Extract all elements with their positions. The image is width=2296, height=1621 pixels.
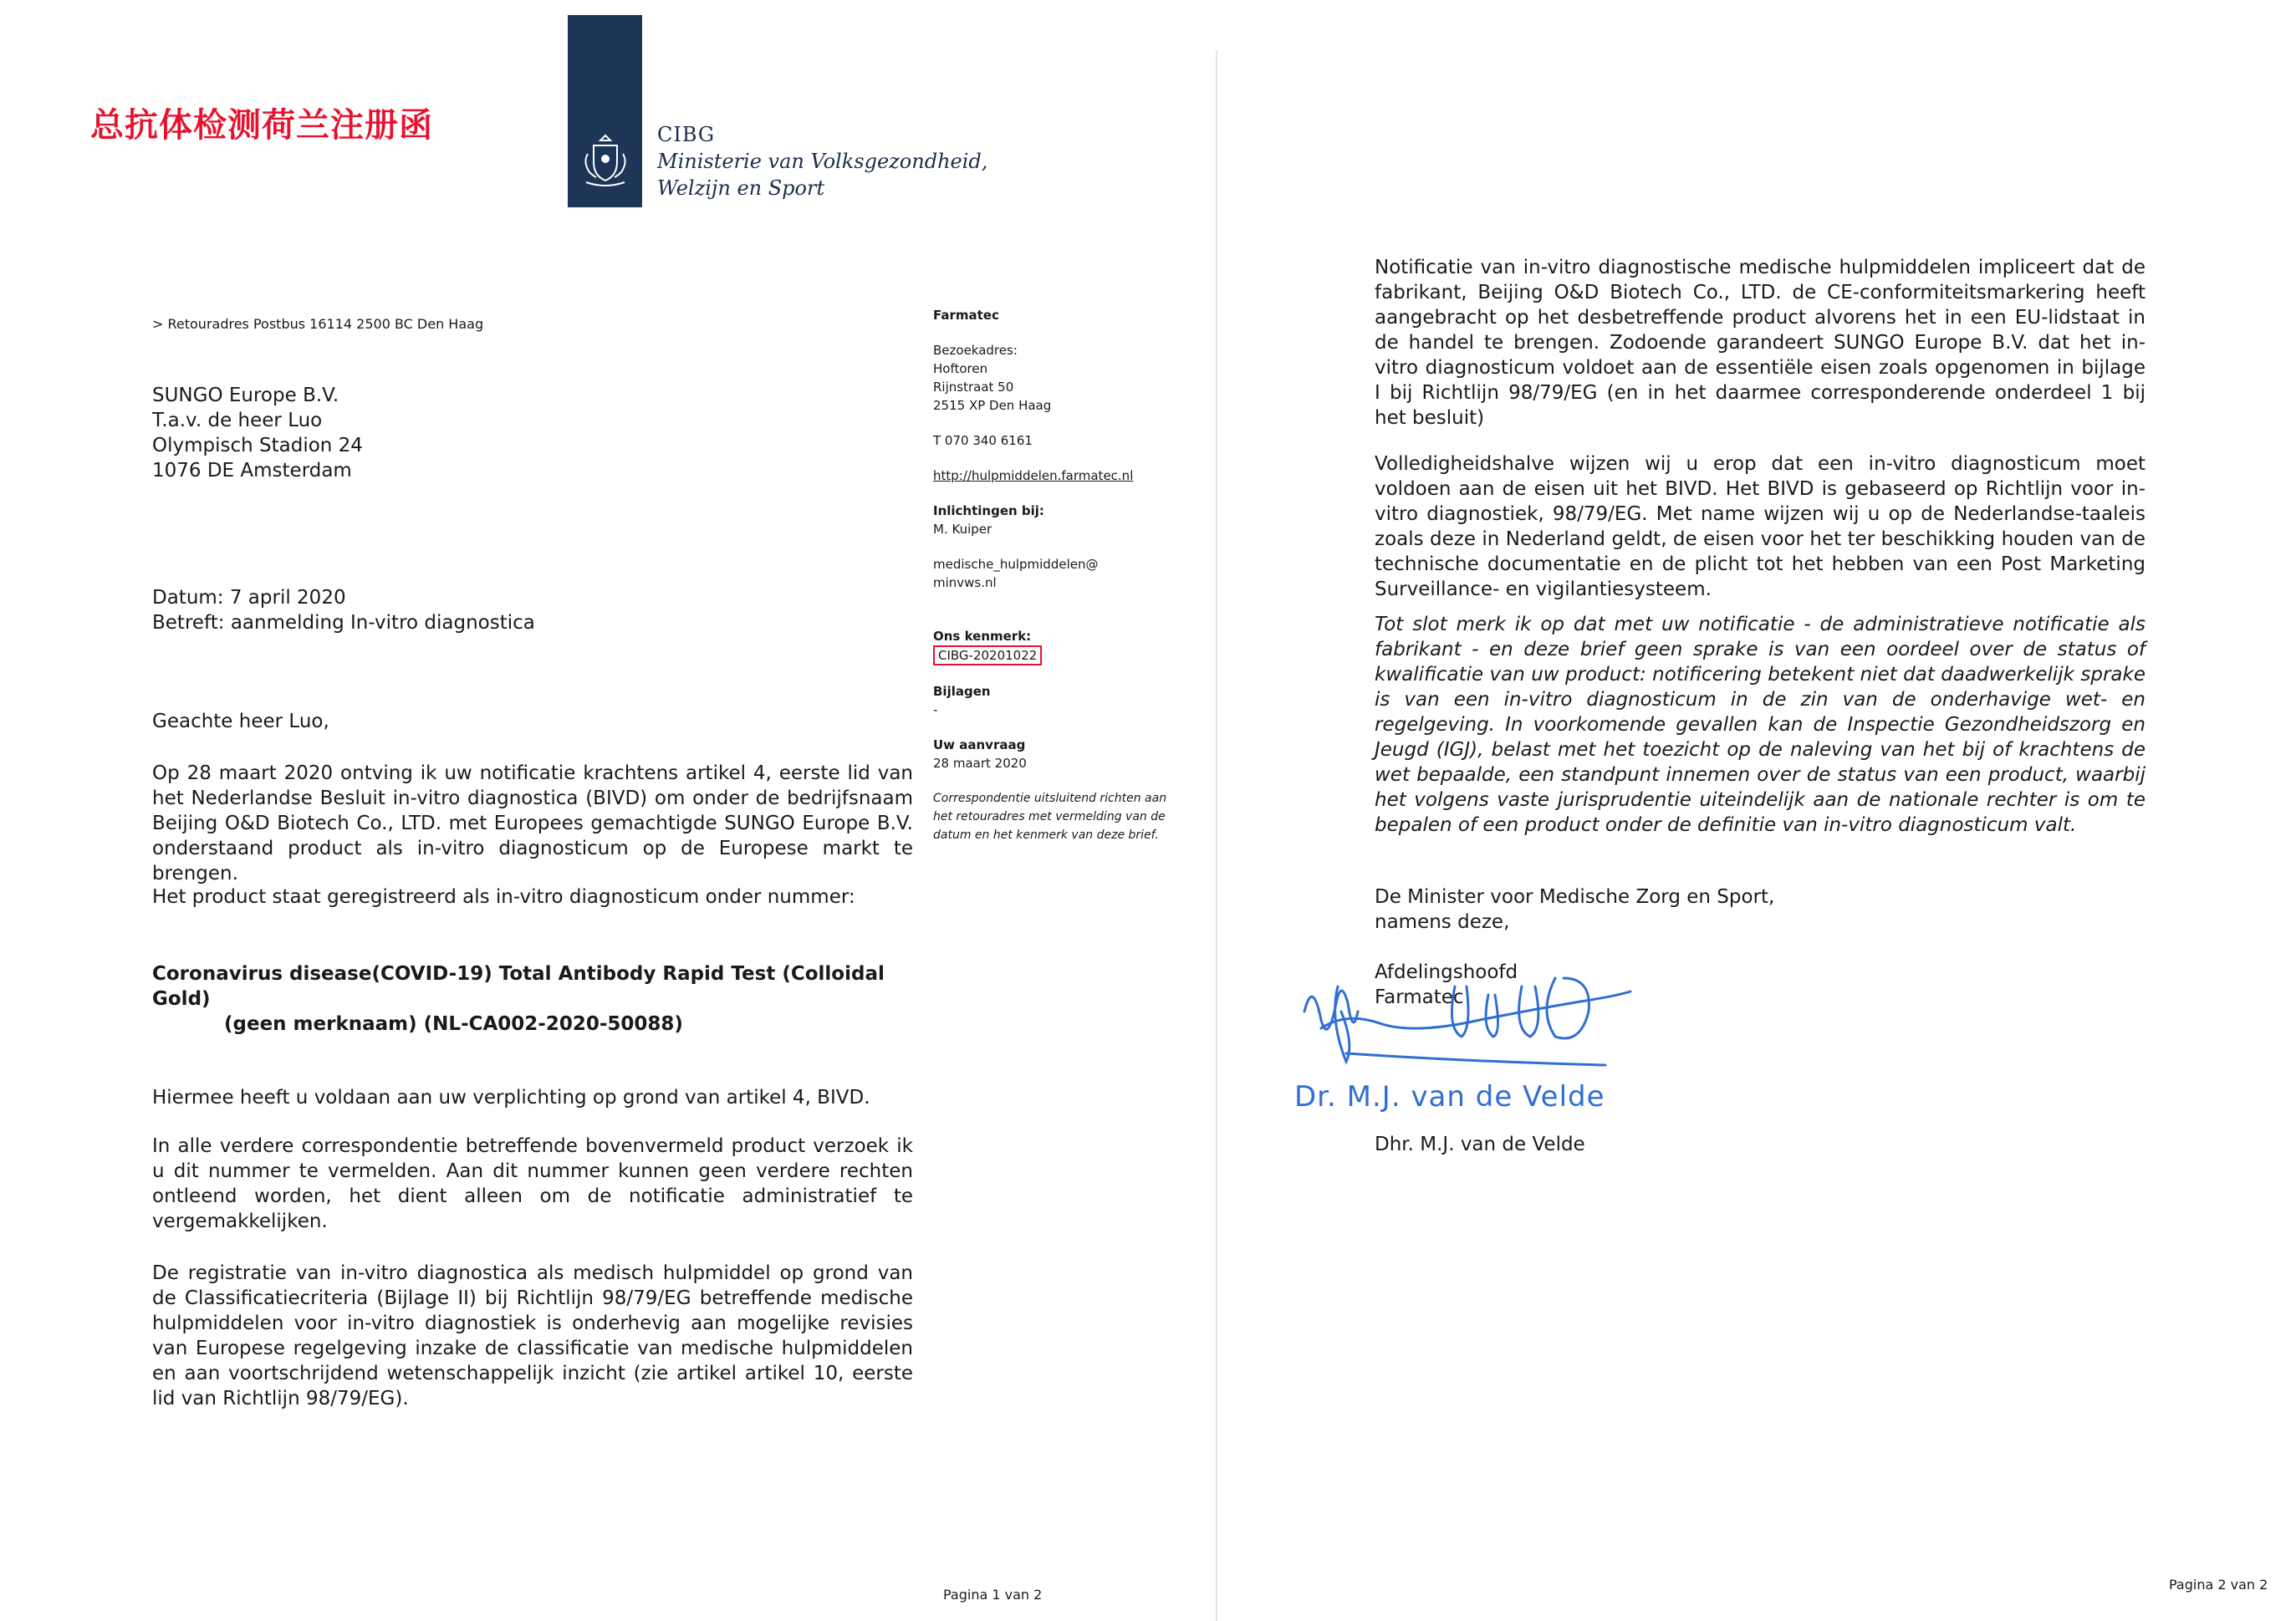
paragraph-disclaimer: Tot slot merk ik op dat met uw notificatie - de administratieve notificatie als fabrikant - en deze brief geen sprake is van een oordeel over de status of kwalificatie van uw product: notificering betekent niet dat daadwerkelijk sprake is van een in-vitro diagnosticum in de zin van de onderhavige wet- en regelgeving. In voorkomende gevallen kan de Inspectie Gezondheidszorg en Jeugd (IGJ), belast met het toezicht op de naleving van het bij of krachtens de wet bepaalde, een standpunt innemen over de status van een product, waarbij het volgens vaste jurisprudentie uiteindelijk aan de nationale rechter is om te bepalen of een product onder de definitie van in-vitro diagnosticum valt. <box>1375 614 2145 836</box>
signature-stamp: Dr. M.J. van de Velde <box>1294 1080 1605 1114</box>
visit-address-label: Bezoekadres: <box>933 343 1018 358</box>
email-line-2[interactable]: minvws.nl <box>933 575 997 590</box>
paragraph-correspondence: In alle verdere correspondentie betreffende bovenvermeld product verzoek ik u dit nummer te vermelden. Aan dit nummer kunnen geen verdere rechten ontleend worden, het dient alleen om de notificatie administratief te vergemakkelijken. <box>152 1135 913 1232</box>
ministry-line-2: Welzijn en Sport <box>657 176 825 200</box>
paragraph-ce-marking: Notificatie van in-vitro diagnostische medische hulpmiddelen impliceert dat de fabrikant, Beijing O&D Biotech Co., LTD. de CE-conformiteitsmarkering heeft aangebracht op het desbetreffende product alvorens het in een EU-lidstaat in de handel te brengen. Zodoende garandeert SUNGO Europe B.V. dat het in-vitro diagnosticum voldoet aan de essentiële eisen zoals opgenomen in bijlage I bij Richtlijn 98/79/EG (en in het daarmee corresponderende onderdeel 1 bij het besluit) <box>1375 257 2145 429</box>
phone-number: T 070 340 6161 <box>933 433 1033 448</box>
reference-number-box: CIBG-20201022 <box>933 645 1042 665</box>
product-name <box>152 961 921 1037</box>
return-address: > Retouradres Postbus 16114 2500 BC Den Haag <box>152 316 484 332</box>
recipient-address <box>152 383 363 483</box>
org-name: CIBG <box>657 123 716 146</box>
reference-label: Ons kenmerk: <box>933 629 1032 644</box>
recipient-line: Olympisch Stadion 24 <box>152 435 363 456</box>
recipient-line: 1076 DE Amsterdam <box>152 460 352 482</box>
attachments-value: - <box>933 702 938 717</box>
product-number: (geen merknaam) (NL-CA002-2020-50088) <box>224 1013 683 1035</box>
closing <box>1375 884 1774 935</box>
sidebar-org-name: Farmatec <box>933 308 999 323</box>
request-date: 28 maart 2020 <box>933 756 1027 771</box>
request-label: Uw aanvraag <box>933 737 1026 752</box>
correspondence-note: Correspondentie uitsluitend richten aan het retouradres met vermelding van de datum en het kenmerk van deze brief. <box>933 792 1167 842</box>
recipient-line: T.a.v. de heer Luo <box>152 410 323 431</box>
closing-line-2: namens deze, <box>1375 911 1510 933</box>
product-title: Coronavirus disease(COVID-19) Total Antibody Rapid Test (Colloidal Gold) <box>152 963 885 1010</box>
info-label: Inlichtingen bij: <box>933 503 1044 518</box>
visit-address-line: Rijnstraat 50 <box>933 380 1014 395</box>
chinese-title: 总抗体检测荷兰注册函 <box>90 106 433 145</box>
ministry-line-1: Ministerie van Volksgezondheid, <box>657 150 988 173</box>
date-subject <box>152 585 535 635</box>
recipient-line: SUNGO Europe B.V. <box>152 385 339 406</box>
page-footer-2: Pagina 2 van 2 <box>2169 1577 2268 1593</box>
email-line-1[interactable]: medische_hulpmiddelen@ <box>933 557 1099 572</box>
page-footer-1: Pagina 1 van 2 <box>943 1587 1043 1603</box>
paragraph-registration: Het product staat geregistreerd als in-vitro diagnosticum onder nummer: <box>152 886 855 908</box>
page-divider <box>1216 50 1217 1621</box>
salutation: Geachte heer Luo, <box>152 711 329 732</box>
website-link[interactable]: http://hulpmiddelen.farmatec.nl <box>933 468 1134 483</box>
crest-icon <box>579 130 631 189</box>
paragraph-classification: De registratie van in-vitro diagnostica als medisch hulpmiddel op grond van de Classificatiecriteria (Bijlage II) bij Richtlijn 98/79/EG betreffende medische hulpmiddelen voor in-vitro diagnostiek is onderhevig aan mogelijke revisies van Europese regelgeving inzake de classificatie van medische hulpmiddelen en aan voortschrijdend wetenschappelijk inzicht (zie artikel artikel 10, eerste lid van Richtlijn 98/79/EG). <box>152 1262 913 1409</box>
subject-line: Betreft: aanmelding In-vitro diagnostica <box>152 612 535 634</box>
visit-address-line: 2515 XP Den Haag <box>933 398 1052 413</box>
contact-name: M. Kuiper <box>933 522 992 537</box>
visit-address-line: Hoftoren <box>933 361 988 376</box>
ministry-logo-text <box>657 121 987 201</box>
paragraph-obligation: Hiermee heeft u voldaan aan uw verplichting op grond van artikel 4, BIVD. <box>152 1087 870 1109</box>
date-line: Datum: 7 april 2020 <box>152 587 346 609</box>
paragraph-notification: Op 28 maart 2020 ontving ik uw notificatie krachtens artikel 4, eerste lid van het Nederlandse Besluit in-vitro diagnostica (BIVD) om onder de bedrijfsnaam Beijing O&D Biotech Co., LTD. met Europees gemachtigde SUNGO Europe B.V. onderstaand product als in-vitro diagnosticum op de Europese markt te brengen. <box>152 762 913 884</box>
signatory-title-line-2: Farmatec <box>1375 986 1464 1008</box>
handwritten-signature <box>1288 953 1672 1070</box>
attachments-label: Bijlagen <box>933 684 991 699</box>
sidebar-info <box>933 306 1167 844</box>
typed-signatory-name: Dhr. M.J. van de Velde <box>1375 1134 1585 1155</box>
paragraph-bivd-requirements: Volledigheidshalve wijzen wij u erop dat een in-vitro diagnosticum moet voldoen aan de eisen uit het BIVD. Het BIVD is gebaseerd op Richtlijn voor in-vitro diagnostiek, 98/79/EG. Met name wijzen wij u op de Nederlandse-taaleis zoals deze in Nederland geldt, de eisen voor het ter beschikking houden van de technische documentatie en de plicht tot het hebben van een Post Marketing Surveillance- en vigilantiesysteem. <box>1375 453 2145 600</box>
logo-bar <box>568 15 642 207</box>
signatory-title-line-1: Afdelingshoofd <box>1375 961 1518 983</box>
closing-line-1: De Minister voor Medische Zorg en Sport, <box>1375 886 1775 908</box>
